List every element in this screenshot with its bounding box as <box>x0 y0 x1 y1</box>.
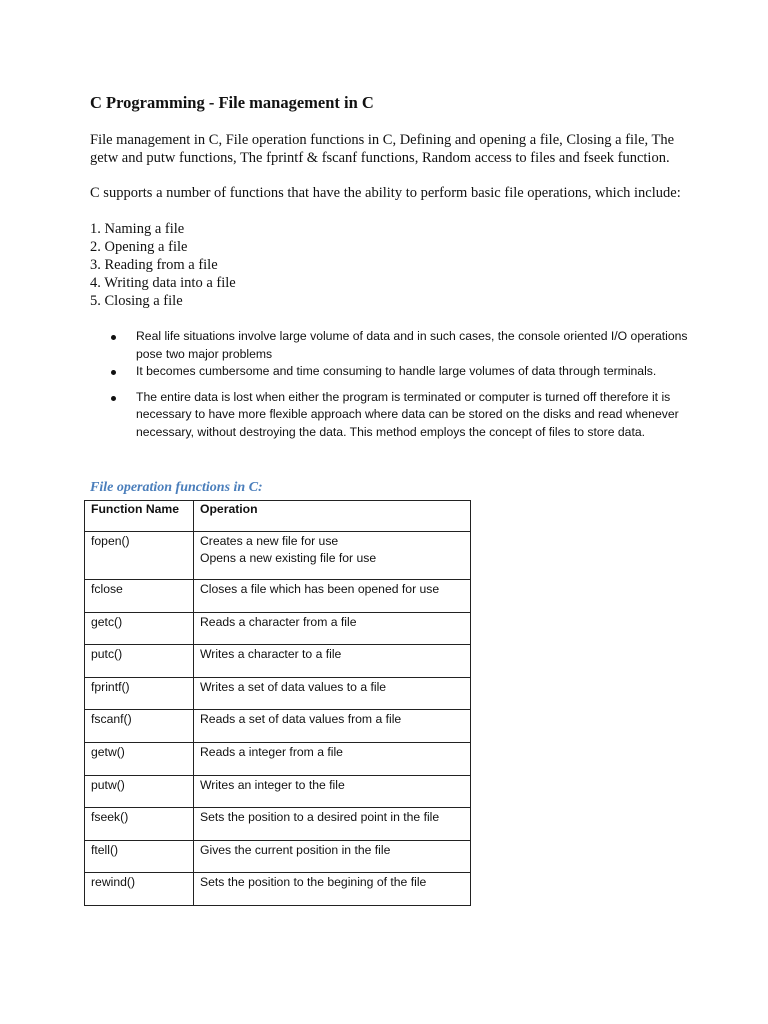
bullet-text: Real life situations involve large volume of data and in such cases, the console oriented I/O operations pose two major problems <box>136 329 688 361</box>
intro-paragraph: File management in C, File operation functions in C, Defining and opening a file, Closing a file, The getw and putw functions, The fprintf & fscanf functions, Random access to files and fseek function. <box>90 132 675 166</box>
step-item: 1. Naming a file <box>90 221 185 237</box>
table-row <box>85 532 471 580</box>
function-name-cell: fscanf() <box>85 710 194 743</box>
table-row <box>85 645 471 678</box>
operation-cell: Sets the position to the begining of the file <box>194 873 471 906</box>
bullet-dot-icon <box>111 396 116 401</box>
step-item: 5. Closing a file <box>90 293 183 309</box>
steps-list <box>90 220 236 310</box>
operation-text: Creates a new file for use <box>200 534 339 548</box>
bullet-item <box>110 363 705 381</box>
function-name-cell: getc() <box>85 612 194 645</box>
table-row <box>85 840 471 873</box>
bullet-dot-icon <box>111 335 116 340</box>
function-name-cell: putw() <box>85 775 194 808</box>
supports-paragraph: C supports a number of functions that have the ability to perform basic file operations, which include: <box>90 185 681 201</box>
operation-cell: Reads a character from a file <box>194 612 471 645</box>
function-name-cell: getw() <box>85 742 194 775</box>
function-name-cell: ftell() <box>85 840 194 873</box>
table-row <box>85 775 471 808</box>
operation-cell: Closes a file which has been opened for use <box>194 580 471 613</box>
function-name-cell: rewind() <box>85 873 194 906</box>
function-name-cell: fopen() <box>85 532 194 580</box>
operation-cell: Writes an integer to the file <box>194 775 471 808</box>
function-name-cell: putc() <box>85 645 194 678</box>
table-row <box>85 580 471 613</box>
operation-cell: Writes a set of data values to a file <box>194 677 471 710</box>
bullet-list <box>110 328 705 441</box>
table-row <box>85 677 471 710</box>
bullet-dot-icon <box>111 370 116 375</box>
table-row <box>85 808 471 841</box>
table-row <box>85 710 471 743</box>
column-header-function-name: Function Name <box>85 501 194 532</box>
bullet-item <box>110 328 705 363</box>
bullet-item <box>110 389 705 442</box>
operation-text: Opens a new existing file for use <box>200 551 377 565</box>
file-functions-table <box>84 500 471 906</box>
operation-cell: Gives the current position in the file <box>194 840 471 873</box>
operation-cell <box>194 532 471 580</box>
function-name-cell: fprintf() <box>85 677 194 710</box>
table-header-row <box>85 501 471 532</box>
function-name-cell: fseek() <box>85 808 194 841</box>
bullet-text: It becomes cumbersome and time consuming to handle large volumes of data through terminals. <box>136 364 657 378</box>
function-name-cell: fclose <box>85 580 194 613</box>
section-heading: File operation functions in C: <box>90 480 263 495</box>
operation-cell: Reads a integer from a file <box>194 742 471 775</box>
table-row <box>85 742 471 775</box>
page-title: C Programming - File management in C <box>90 93 374 112</box>
step-item: 3. Reading from a file <box>90 257 218 273</box>
step-item: 4. Writing data into a file <box>90 275 236 291</box>
step-item: 2. Opening a file <box>90 239 188 255</box>
table-row <box>85 612 471 645</box>
table-row <box>85 873 471 906</box>
operation-cell: Reads a set of data values from a file <box>194 710 471 743</box>
operation-cell: Writes a character to a file <box>194 645 471 678</box>
operation-cell: Sets the position to a desired point in the file <box>194 808 471 841</box>
column-header-operation: Operation <box>194 501 471 532</box>
bullet-text: The entire data is lost when either the program is terminated or computer is turned off therefore it is necessary to have more flexible approach where data can be stored on the disks and read whenever necessary, without destroying the data. This method employs the concept of files to store data. <box>136 389 679 439</box>
